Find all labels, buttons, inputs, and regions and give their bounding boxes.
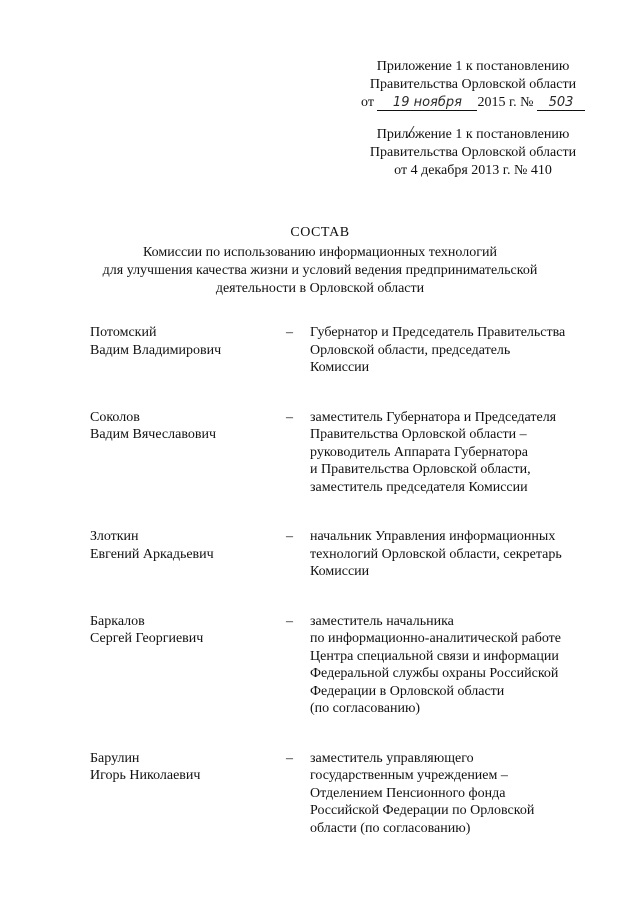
attachment-header-previous — [358, 126, 588, 180]
handwritten-number: 503 — [537, 96, 585, 111]
document-subtitle-line1: Комиссии по использованию информационных технологий — [143, 245, 497, 260]
member-dash: – — [286, 750, 293, 766]
role-line: (по согласованию) — [310, 701, 421, 716]
member-role — [310, 750, 600, 838]
member-surname: Барулин — [90, 750, 140, 766]
attachment-header-current — [358, 58, 588, 112]
member-dash: – — [286, 613, 293, 629]
year-text: 2015 г. № — [477, 95, 534, 110]
member-dash: – — [286, 409, 293, 425]
member-surname: Злоткин — [90, 529, 139, 544]
attachment-line1: Приложение 1 к постановлению — [376, 59, 570, 74]
role-line: Правительства Орловской области – — [310, 427, 527, 442]
member-surname: Соколов — [90, 409, 140, 425]
attachment-line2: Правительства Орловской области — [369, 77, 577, 92]
role-line: по информационно-аналитической работе — [310, 631, 561, 646]
document-subtitle-line2: для улучшения качества жизни и условий ведения предпринимательской — [102, 263, 538, 278]
member-role — [310, 528, 600, 581]
member-surname: Потомский — [90, 325, 157, 340]
member-name — [90, 750, 286, 838]
member-entry — [90, 324, 600, 377]
member-given-name: Вадим Вячеславович — [90, 427, 216, 442]
attachment-prev-line3: от 4 декабря 2013 г. № 410 — [394, 163, 552, 178]
role-line: и Правительства Орловской области, — [310, 462, 531, 477]
role-line: области (по согласованию) — [310, 820, 471, 836]
member-name — [90, 528, 286, 581]
date-prefix: от — [361, 95, 374, 110]
member-entry — [90, 528, 600, 581]
members-list — [90, 324, 600, 869]
role-line: заместитель председателя Комиссии — [310, 479, 528, 495]
member-entry — [90, 613, 600, 718]
member-given-name: Сергей Георгиевич — [90, 631, 204, 646]
member-role — [310, 324, 600, 377]
role-line: Губернатор и Председатель Правительства — [310, 325, 566, 340]
document-title-block — [60, 224, 580, 298]
member-given-name: Игорь Николаевич — [90, 768, 201, 783]
member-name — [90, 409, 286, 497]
role-line: заместитель начальника — [310, 613, 454, 629]
member-dash: – — [286, 529, 293, 544]
handwritten-date: 19 ноября — [377, 96, 477, 111]
document-subtitle-line3: деятельности в Орловской области — [215, 281, 425, 296]
role-line: Комиссии — [310, 360, 370, 375]
role-line: Комиссии — [310, 564, 370, 579]
role-line: Российской Федерации по Орловской — [310, 803, 535, 818]
role-line: Орловской области, председатель — [310, 342, 511, 358]
role-line: Центра специальной связи и информации — [310, 648, 559, 664]
role-line: заместитель Губернатора и Председателя — [310, 409, 557, 425]
document-title: СОСТАВ — [290, 225, 350, 240]
role-line: заместитель управляющего — [310, 750, 474, 766]
member-surname: Баркалов — [90, 613, 145, 629]
role-line: руководитель Аппарата Губернатора — [310, 444, 529, 460]
member-entry — [90, 409, 600, 497]
member-name — [90, 324, 286, 377]
member-entry — [90, 750, 600, 838]
role-line: технологий Орловской области, секретарь — [310, 546, 562, 562]
attachment-prev-line2: Правительства Орловской области — [369, 145, 577, 160]
role-line: начальник Управления информационных — [310, 529, 556, 544]
role-line: Отделением Пенсионного фонда — [310, 785, 506, 801]
member-role — [310, 409, 600, 497]
member-given-name: Евгений Аркадьевич — [90, 546, 214, 562]
role-line: государственным учреждением – — [310, 768, 508, 783]
role-line: Федерации в Орловской области — [310, 683, 505, 699]
member-name — [90, 613, 286, 718]
attachment-prev-line1: Приложение 1 к постановлению — [376, 127, 570, 142]
member-dash: – — [286, 325, 293, 340]
member-given-name: Вадим Владимирович — [90, 342, 222, 358]
role-line: Федеральной службы охраны Российской — [310, 666, 559, 681]
member-role — [310, 613, 600, 718]
attachment-date-line — [358, 94, 588, 112]
